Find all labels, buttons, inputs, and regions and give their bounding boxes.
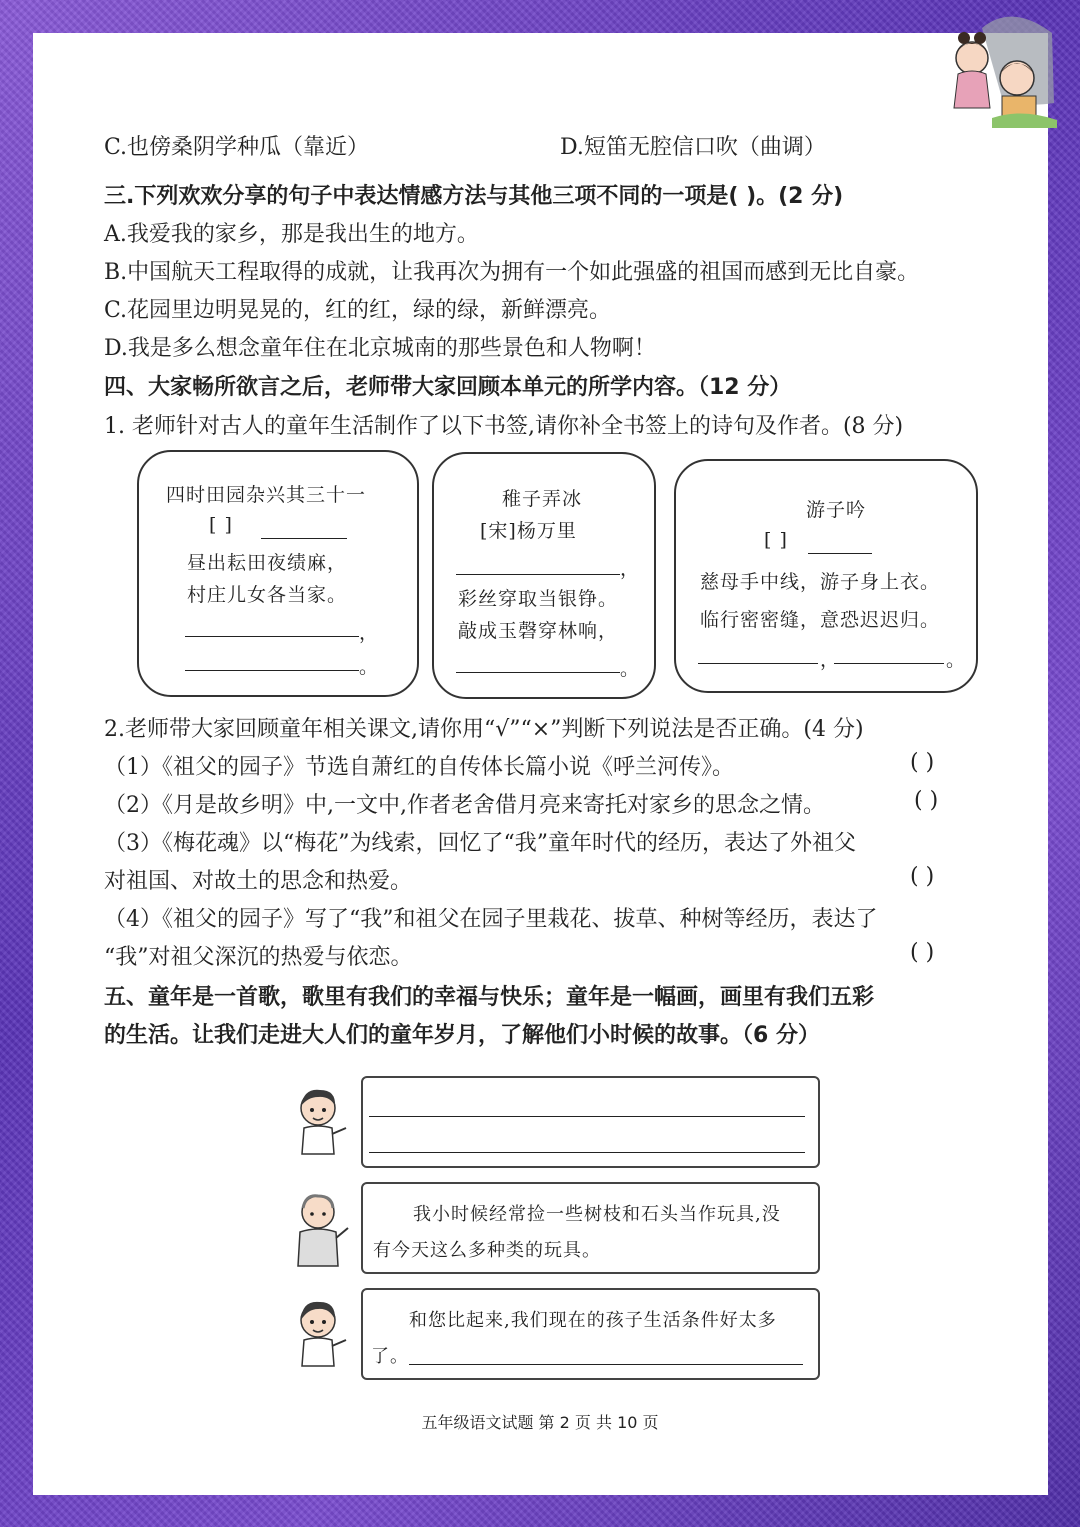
card1-author-bracket: [ ]	[209, 514, 233, 536]
q5-title-line1: 五、童年是一首歌，歌里有我们的幸福与快乐；童年是一幅画，画里有我们五彩	[104, 985, 875, 1010]
card2-author: [宋]杨万里	[480, 520, 577, 542]
q4-sub1: 1. 老师针对古人的童年生活制作了以下书签,请你补全书签上的诗句及作者。(8 分)	[104, 414, 904, 439]
q3-option-c: C.花园里边明晃晃的，红的红，绿的绿，新鲜漂亮。	[104, 298, 612, 323]
bubble3-blank[interactable]	[409, 1364, 803, 1365]
judge-answer-4[interactable]: ( )	[910, 940, 935, 965]
bubble1-blank-1[interactable]	[369, 1116, 805, 1117]
q2-option-c: C.也傍桑阴学种瓜（靠近）	[104, 135, 370, 160]
girl-child-icon	[290, 1294, 354, 1374]
card1-period: 。	[359, 656, 380, 678]
card1-comma: ，	[359, 622, 380, 644]
card1-line1: 昼出耘田夜绩麻，	[187, 552, 348, 574]
card3-line1: 慈母手中线，游子身上衣。	[700, 571, 941, 593]
card1-blank-2[interactable]	[185, 670, 359, 671]
reading-children-illustration	[942, 8, 1062, 128]
bubble1-blank-2[interactable]	[369, 1152, 805, 1153]
judge-answer-2[interactable]: ( )	[914, 788, 939, 813]
speech-bubble-3	[361, 1288, 820, 1380]
bubble2-text-line1: 我小时候经常捡一些树枝和石头当作玩具,没	[413, 1204, 781, 1225]
judge-item-3-cont: 对祖国、对故土的思念和热爱。	[104, 869, 413, 894]
q5-title-line2: 的生活。让我们走进大人们的童年岁月，了解他们小时候的故事。（6 分）	[104, 1023, 820, 1048]
card3-blank-1[interactable]	[698, 663, 818, 664]
bookmark-card-2	[432, 452, 656, 699]
card1-title: 四时田园杂兴其三十一	[166, 484, 367, 506]
judge-item-2: （2）《月是故乡明》中,一文中,作者老舍借月亮来寄托对家乡的思念之情。	[104, 793, 825, 818]
card1-blank-1[interactable]	[185, 636, 359, 637]
card2-comma: ，	[620, 558, 641, 580]
q3-option-a: A.我爱我的家乡，那是我出生的地方。	[104, 222, 479, 247]
card3-line2: 临行密密缝，意恐迟迟归。	[700, 609, 941, 631]
judge-item-1: （1）《祖父的园子》节选自萧红的自传体长篇小说《呼兰河传》。	[104, 755, 734, 780]
judge-answer-1[interactable]: ( )	[910, 750, 935, 775]
q3-title: 三.下列欢欢分享的句子中表达情感方法与其他三项不同的一项是( )。(2 分)	[104, 184, 844, 209]
card3-comma: ，	[820, 649, 841, 671]
card3-blank-2[interactable]	[834, 663, 944, 664]
card2-blank-2[interactable]	[456, 672, 620, 673]
judge-item-3: （3）《梅花魂》以“梅花”为线索，回忆了“我”童年时代的经历，表达了外祖父	[104, 831, 856, 856]
boy-child-icon	[290, 1082, 354, 1162]
card1-author-blank[interactable]	[261, 538, 347, 539]
judge-item-4: （4）《祖父的园子》写了“我”和祖父在园子里栽花、拔草、种树等经历，表达了	[104, 907, 878, 932]
bookmark-card-3	[674, 459, 978, 693]
card3-period: 。	[946, 649, 967, 671]
card1-line2: 村庄儿女各当家。	[187, 584, 348, 606]
bookmark-card-1	[137, 450, 419, 697]
grandfather-icon	[290, 1188, 354, 1268]
bubble3-text-line2: 了。	[371, 1346, 409, 1367]
q4-sub2: 2.老师带大家回顾童年相关课文,请你用“√”“×”判断下列说法是否正确。(4 分)	[104, 717, 864, 742]
card2-line1: 彩丝穿取当银铮。	[458, 588, 619, 610]
bubble2-text-line2: 有今天这么多种类的玩具。	[373, 1240, 601, 1261]
card3-author-bracket: [ ]	[764, 529, 788, 551]
speech-bubble-2	[361, 1182, 820, 1274]
card3-title: 游子吟	[806, 499, 867, 521]
q3-option-b: B.中国航天工程取得的成就，让我再次为拥有一个如此强盛的祖国而感到无比自豪。	[104, 260, 920, 285]
q3-option-d: D.我是多么想念童年住在北京城南的那些景色和人物啊！	[104, 336, 656, 361]
speech-bubble-1	[361, 1076, 820, 1168]
card2-blank-1[interactable]	[456, 574, 620, 575]
card2-line2: 敲成玉磬穿林响，	[458, 620, 619, 642]
judge-item-4-cont: “我”对祖父深沉的热爱与依恋。	[104, 945, 413, 970]
page-footer: 五年级语文试题 第 2 页 共 10 页	[421, 1413, 659, 1432]
card3-author-blank[interactable]	[808, 553, 872, 554]
card2-title: 稚子弄冰	[502, 488, 583, 510]
bubble3-text-line1: 和您比起来,我们现在的孩子生活条件好太多	[409, 1310, 777, 1331]
q4-title: 四、大家畅所欲言之后，老师带大家回顾本单元的所学内容。（12 分）	[104, 375, 792, 400]
judge-answer-3[interactable]: ( )	[910, 864, 935, 889]
card2-period: 。	[620, 658, 641, 680]
q2-option-d: D.短笛无腔信口吹（曲调）	[560, 135, 826, 160]
